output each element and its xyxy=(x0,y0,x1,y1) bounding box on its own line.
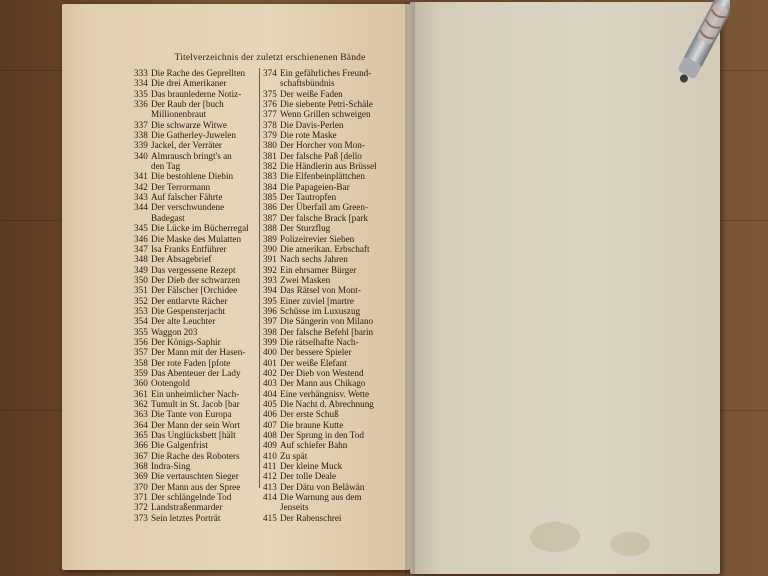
list-item xyxy=(134,440,258,450)
list-item xyxy=(263,440,391,450)
volume-title: Das Unglücksbett [hält xyxy=(151,430,236,441)
volume-title: Die bestohlene Diebin xyxy=(151,171,234,182)
list-item xyxy=(134,68,258,78)
volume-title: Der erste Schuß xyxy=(280,409,339,420)
list-item xyxy=(134,327,258,337)
volume-title: Das vergessene Rezept xyxy=(151,264,236,275)
volume-number: 372 xyxy=(134,502,148,513)
list-item xyxy=(134,358,258,368)
volume-title: Der Raub der [buch xyxy=(151,99,224,110)
volume-number: 390 xyxy=(263,243,277,254)
list-item xyxy=(134,285,258,295)
list-item xyxy=(263,502,391,512)
volume-title: Der falsche Brack [park xyxy=(280,212,368,223)
list-item xyxy=(263,285,391,295)
volume-number: 356 xyxy=(134,336,148,347)
list-item xyxy=(134,130,258,140)
volume-title: Der Dieb von Westend xyxy=(280,367,364,378)
volume-title: Der kleine Muck xyxy=(280,461,343,472)
volume-title: Der falsche Befehl [barin xyxy=(280,326,374,337)
list-item xyxy=(263,254,391,264)
volume-number: 392 xyxy=(263,264,277,275)
volume-title: Zwei Masken xyxy=(280,274,331,285)
list-item xyxy=(134,275,258,285)
volume-number: 346 xyxy=(134,233,148,244)
volume-title: Der Horcher von Mon- xyxy=(280,140,365,151)
volume-number: 360 xyxy=(134,378,148,389)
volume-title: Sein letztes Porträt xyxy=(151,512,221,523)
list-item xyxy=(263,244,391,254)
list-item xyxy=(134,223,258,233)
list-item xyxy=(134,120,258,130)
list-item xyxy=(263,161,391,171)
volume-title: Die Maske des Mulatten xyxy=(151,233,242,244)
volume-number: 402 xyxy=(263,367,277,378)
volume-number: 388 xyxy=(263,223,277,234)
volume-number: 366 xyxy=(134,440,148,451)
list-item xyxy=(134,316,258,326)
list-item xyxy=(263,378,391,388)
volume-title: Millionenbraut xyxy=(151,109,207,120)
list-item xyxy=(134,202,258,212)
volume-title: Die Händlerin aus Brüssel xyxy=(280,161,377,172)
list-item xyxy=(263,482,391,492)
volume-title: Eine verhängnisv. Wette xyxy=(280,388,370,399)
volume-number: 349 xyxy=(134,264,148,275)
volume-number: 415 xyxy=(263,512,277,523)
volume-number: 413 xyxy=(263,481,277,492)
volume-title: Der weiße Faden xyxy=(280,88,343,99)
volume-number: 358 xyxy=(134,357,148,368)
volume-number: 374 xyxy=(263,68,277,78)
volume-number: 336 xyxy=(134,99,148,110)
volume-title: Die Papageien-Bar xyxy=(280,181,350,192)
volume-title: Der Mann der sein Wort xyxy=(151,419,240,430)
list-item xyxy=(134,378,258,388)
volume-title: Das Rätsel von Mont- xyxy=(280,285,361,296)
volume-title: Der alte Leuchter xyxy=(151,316,216,327)
volume-number: 403 xyxy=(263,378,277,389)
volume-title: Das Abenteuer der Lady xyxy=(151,367,241,378)
volume-number: 368 xyxy=(134,461,148,472)
volume-number: 398 xyxy=(263,326,277,337)
volume-number: 404 xyxy=(263,388,277,399)
volume-number: 396 xyxy=(263,305,277,316)
list-item xyxy=(263,368,391,378)
list-item xyxy=(134,254,258,264)
volume-title: Ein unheimlicher Nach- xyxy=(151,388,240,399)
volume-number: 408 xyxy=(263,430,277,441)
list-item xyxy=(134,451,258,461)
list-item xyxy=(134,389,258,399)
volume-number: 335 xyxy=(134,88,148,99)
volume-number: 405 xyxy=(263,399,277,409)
volume-title: Der Dieb der schwarzen xyxy=(151,274,241,285)
volume-title: Ein ehrsamer Bürger xyxy=(280,264,357,275)
volume-title: Die braune Kutte xyxy=(280,419,344,430)
volume-title: Nach sechs Jahren xyxy=(280,254,348,265)
volume-title: Der rote Faden [pfote xyxy=(151,357,231,368)
list-item xyxy=(263,327,391,337)
list-item xyxy=(263,265,391,275)
list-item xyxy=(134,337,258,347)
list-item xyxy=(134,78,258,88)
volume-number: 347 xyxy=(134,243,148,254)
volume-number: 339 xyxy=(134,140,148,151)
list-item xyxy=(263,399,391,409)
list-item xyxy=(134,89,258,99)
list-item xyxy=(263,99,391,109)
list-item xyxy=(134,461,258,471)
volume-title: Der bessere Spieler xyxy=(280,347,352,358)
list-item xyxy=(134,482,258,492)
volume-number: 351 xyxy=(134,285,148,296)
volume-title: Wenn Grillen schweigen xyxy=(280,109,371,120)
volume-title: Die Gatherley-Juwelen xyxy=(151,130,236,141)
volume-title: Der Absagebrief xyxy=(151,254,212,265)
list-item xyxy=(263,358,391,368)
volume-title: Der schlängelnde Tod xyxy=(151,492,232,503)
list-item xyxy=(263,89,391,99)
volume-number: 343 xyxy=(134,192,148,203)
volume-title: Die Galgenfrist xyxy=(151,440,208,451)
volume-title: Die rätselhafte Nach- xyxy=(280,336,359,347)
volume-title: Zu spät xyxy=(280,450,308,461)
volume-title: Der Mann aus Chikago xyxy=(280,378,366,389)
volume-title: den Tag xyxy=(151,161,181,172)
list-item xyxy=(134,265,258,275)
volume-number: 389 xyxy=(263,233,277,244)
volume-title: Indra-Sing xyxy=(151,461,191,472)
volume-number: 379 xyxy=(263,130,277,141)
volume-number: 353 xyxy=(134,305,148,316)
volume-title: Jackel, der Verräter xyxy=(151,140,222,151)
list-item xyxy=(134,171,258,181)
volume-number: 352 xyxy=(134,295,148,306)
volume-number: 400 xyxy=(263,347,277,358)
title-list-right xyxy=(263,68,391,523)
volume-title: Die Rache des Roboters xyxy=(151,450,240,461)
volume-title: Waggon 203 xyxy=(151,326,198,337)
volume-number: 380 xyxy=(263,140,277,151)
list-item xyxy=(134,399,258,409)
volume-title: Der Dätu von Beläwän xyxy=(280,481,365,492)
list-item xyxy=(134,492,258,502)
volume-number: 367 xyxy=(134,450,148,461)
volume-title: Der Königs-Saphir xyxy=(151,336,221,347)
volume-number: 409 xyxy=(263,440,277,451)
volume-number: 333 xyxy=(134,68,148,78)
list-item xyxy=(263,192,391,202)
volume-number: 377 xyxy=(263,109,277,120)
volume-title: Der Sprung in den Tod xyxy=(280,430,364,441)
volume-number: 355 xyxy=(134,326,148,337)
volume-number: 387 xyxy=(263,212,277,223)
volume-number: 334 xyxy=(134,78,148,89)
volume-number: 378 xyxy=(263,119,277,130)
volume-title: Der Mann aus der Spree xyxy=(151,481,241,492)
volume-title: Badegast xyxy=(151,212,185,223)
list-item xyxy=(263,296,391,306)
volume-number: 341 xyxy=(134,171,148,182)
list-item xyxy=(263,130,391,140)
list-item xyxy=(263,182,391,192)
list-item xyxy=(263,409,391,419)
volume-number: 342 xyxy=(134,181,148,192)
volume-number: 373 xyxy=(134,512,148,523)
volume-number: 406 xyxy=(263,409,277,420)
volume-title: Die drei Amerikaner xyxy=(151,78,227,89)
list-item xyxy=(263,430,391,440)
volume-number: 410 xyxy=(263,450,277,461)
volume-title: Der verschwundene xyxy=(151,202,225,213)
volume-number: 407 xyxy=(263,419,277,430)
volume-title: Der Überfall am Green- xyxy=(280,202,368,213)
page-title: Titelverzeichnis der zuletzt erschienenen Bände xyxy=(174,53,366,63)
volume-number: 364 xyxy=(134,419,148,430)
list-item xyxy=(263,306,391,316)
volume-title: Der Sturzflug xyxy=(280,223,331,234)
volume-number: 411 xyxy=(263,461,277,472)
list-item xyxy=(263,347,391,357)
list-item xyxy=(263,337,391,347)
list-item xyxy=(263,171,391,181)
pen-icon xyxy=(668,0,730,96)
volume-number: 401 xyxy=(263,357,277,368)
volume-number: 370 xyxy=(134,481,148,492)
list-item xyxy=(263,471,391,481)
volume-title: Der Tautropfen xyxy=(280,192,337,203)
list-item xyxy=(134,151,258,161)
list-item xyxy=(263,389,391,399)
volume-title: Auf schiefer Bahn xyxy=(280,440,348,451)
column-divider xyxy=(259,68,260,488)
list-item xyxy=(263,492,391,502)
list-item xyxy=(263,140,391,150)
volume-title: Tumult in St. Jacob [bar xyxy=(151,399,240,409)
volume-number: 395 xyxy=(263,295,277,306)
volume-title: Der Rabenschrei xyxy=(280,512,342,523)
list-item xyxy=(134,140,258,150)
list-item xyxy=(134,234,258,244)
volume-number: 391 xyxy=(263,254,277,265)
list-item xyxy=(134,502,258,512)
volume-title: Die Elfenbeinplättchen xyxy=(280,171,365,182)
volume-title: schaftsbündnis xyxy=(280,78,335,89)
volume-number: 376 xyxy=(263,99,277,110)
list-item xyxy=(263,513,391,523)
list-item xyxy=(263,461,391,471)
list-item xyxy=(134,296,258,306)
volume-title: Die Warnung aus dem xyxy=(280,492,362,503)
volume-number: 340 xyxy=(134,150,148,161)
volume-title: Die rote Maske xyxy=(280,130,337,141)
volume-title: Der weiße Elefant xyxy=(280,357,347,368)
volume-title: Das braunlederne Notiz- xyxy=(151,88,242,99)
list-item xyxy=(134,182,258,192)
list-item xyxy=(263,275,391,285)
volume-title: Die Davis-Perlen xyxy=(280,119,344,130)
volume-number: 369 xyxy=(134,471,148,482)
volume-title: Ein gefährliches Freund- xyxy=(280,68,372,78)
list-item xyxy=(134,244,258,254)
volume-title: Der Mann mit der Hasen- xyxy=(151,347,246,358)
volume-title: Die amerikan. Erbschaft xyxy=(280,243,370,254)
volume-number: 412 xyxy=(263,471,277,482)
volume-number: 348 xyxy=(134,254,148,265)
list-item xyxy=(263,234,391,244)
list-item xyxy=(134,161,258,171)
volume-number: 338 xyxy=(134,130,148,141)
volume-title: Schüsse im Luxuszug xyxy=(280,305,361,316)
list-item xyxy=(134,409,258,419)
volume-title: Polizeirevier Sieben xyxy=(280,233,355,244)
list-item xyxy=(134,192,258,202)
volume-number: 414 xyxy=(263,492,277,503)
list-item xyxy=(263,202,391,212)
volume-number: 337 xyxy=(134,119,148,130)
list-item xyxy=(263,451,391,461)
volume-number: 385 xyxy=(263,192,277,203)
list-item xyxy=(134,306,258,316)
list-item xyxy=(263,109,391,119)
volume-number: 357 xyxy=(134,347,148,358)
volume-number: 361 xyxy=(134,388,148,399)
list-item xyxy=(134,471,258,481)
volume-title: Der Terrormann xyxy=(151,181,211,192)
list-item xyxy=(263,151,391,161)
volume-title: Die Tante von Europa xyxy=(151,409,232,420)
volume-title: Landstraßenmarder xyxy=(151,502,223,513)
volume-number: 365 xyxy=(134,430,148,441)
volume-title: Der falsche Paß [dello xyxy=(280,150,362,161)
volume-title: Der Fälscher [Orchidee xyxy=(151,285,238,296)
list-item xyxy=(263,78,391,88)
list-item xyxy=(134,213,258,223)
volume-number: 350 xyxy=(134,274,148,285)
list-item xyxy=(263,213,391,223)
list-item xyxy=(263,420,391,430)
volume-number: 359 xyxy=(134,367,148,378)
volume-number: 393 xyxy=(263,274,277,285)
volume-title: Die siebente Petri-Schäle xyxy=(280,99,373,110)
list-item xyxy=(263,223,391,233)
volume-number: 362 xyxy=(134,399,148,409)
volume-number: 382 xyxy=(263,161,277,172)
volume-title: Die Nacht d. Abrechnung xyxy=(280,399,374,409)
volume-title: Die Lücke im Bücherregal xyxy=(151,223,249,234)
list-item xyxy=(134,513,258,523)
volume-title: Jenseits xyxy=(280,502,309,513)
list-item xyxy=(263,68,391,78)
volume-number: 354 xyxy=(134,316,148,327)
volume-number: 399 xyxy=(263,336,277,347)
list-item xyxy=(134,368,258,378)
volume-number: 363 xyxy=(134,409,148,420)
volume-number: 371 xyxy=(134,492,148,503)
book-spine xyxy=(405,2,415,574)
volume-number: 383 xyxy=(263,171,277,182)
volume-title: Die Gespensterjacht xyxy=(151,305,226,316)
volume-number: 345 xyxy=(134,223,148,234)
volume-number: 386 xyxy=(263,202,277,213)
list-item xyxy=(263,316,391,326)
list-item xyxy=(134,347,258,357)
volume-title: Die vertauschten Sieger xyxy=(151,471,239,482)
volume-title: Der entlarvte Rächer xyxy=(151,295,228,306)
volume-title: Almrausch bringt's an xyxy=(151,150,232,161)
volume-title: Isa Franks Entführer xyxy=(151,243,227,254)
list-item xyxy=(134,430,258,440)
volume-title: Die Sängerin von Milano xyxy=(280,316,374,327)
list-item xyxy=(134,99,258,109)
volume-title: Einer zuviel [martre xyxy=(280,295,354,306)
volume-number: 394 xyxy=(263,285,277,296)
volume-number: 375 xyxy=(263,88,277,99)
volume-number: 397 xyxy=(263,316,277,327)
volume-number: 384 xyxy=(263,181,277,192)
volume-title: Der tolle Deale xyxy=(280,471,337,482)
volume-number: 344 xyxy=(134,202,148,213)
list-item xyxy=(134,109,258,119)
volume-title: Die schwarze Witwe xyxy=(151,119,227,130)
title-list-left xyxy=(134,68,258,523)
volume-title: Auf falscher Fährte xyxy=(151,192,223,203)
volume-number: 381 xyxy=(263,150,277,161)
list-item xyxy=(134,420,258,430)
volume-title: Ootengold xyxy=(151,378,190,389)
volume-title: Die Rache des Geprellten xyxy=(151,68,246,78)
list-item xyxy=(263,120,391,130)
